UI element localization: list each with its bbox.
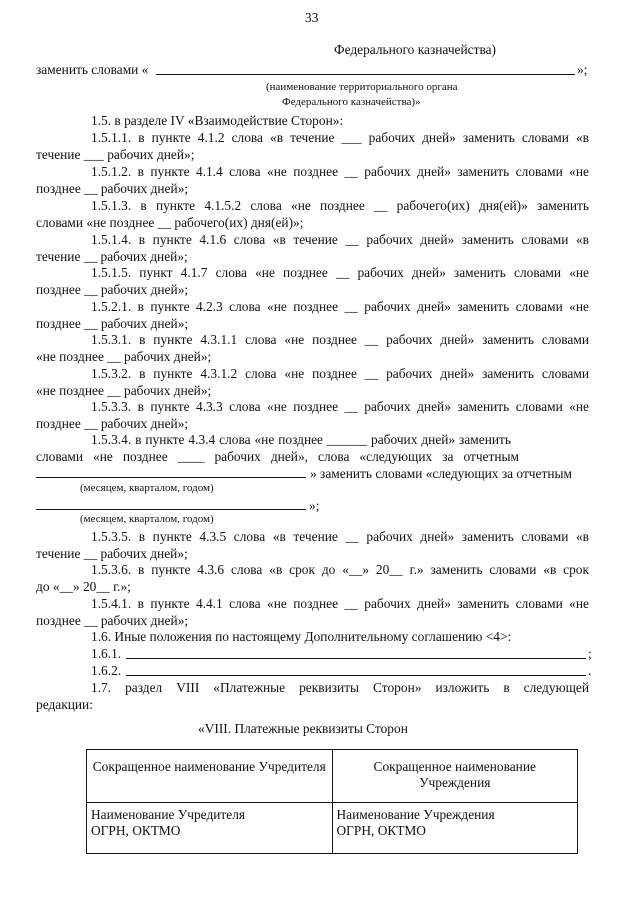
text-line: »; bbox=[577, 62, 588, 77]
text-line: 1.5.1.5. пункт 4.1.7 слова «не позднее __ рабочих дней» заменить словами «не bbox=[91, 265, 589, 280]
text-line: позднее __ рабочих дней»; bbox=[36, 316, 189, 331]
caption: (месяцем, кварталом, годом) bbox=[80, 513, 214, 525]
text-line: позднее __ рабочих дней»; bbox=[36, 613, 189, 628]
founder-ids: ОГРН, ОКТМО bbox=[91, 823, 181, 838]
text-line: 1.5.1.3. в пункте 4.1.5.2 слова «не позднее __ рабочего(их) дня(ей)» заменить bbox=[91, 198, 589, 213]
table-cell bbox=[87, 803, 333, 854]
text-line: «не позднее __ рабочих дней»; bbox=[36, 349, 212, 364]
text-line: 1.5.1.4. в пункте 4.1.6 слова «в течение __ рабочих дней» заменить словами «в bbox=[91, 232, 589, 247]
text-line: течение ___ рабочих дней»; bbox=[36, 147, 195, 162]
text-line: до «__» 20__ г.»; bbox=[36, 579, 131, 594]
page-number: 33 bbox=[305, 10, 319, 25]
text-line: редакции: bbox=[36, 697, 93, 712]
text-line: позднее __ рабочих дней»; bbox=[36, 416, 189, 431]
table-row bbox=[87, 803, 578, 854]
text-line: 1.5.3.5. в пункте 4.3.5 слова «в течение __ рабочих дней» заменить словами «в bbox=[91, 529, 589, 544]
table-row bbox=[87, 750, 578, 803]
requisites-table bbox=[86, 749, 578, 854]
text-line: «не позднее __ рабочих дней»; bbox=[36, 383, 212, 398]
text-line: 1.5.4.1. в пункте 4.4.1 слова «не позднее __ рабочих дней» заменить словами «не bbox=[91, 596, 589, 611]
text-line: 1.5. в разделе IV «Взаимодействие Сторон»: bbox=[91, 113, 344, 128]
fill-in-line bbox=[126, 675, 586, 676]
text-line: »; bbox=[309, 498, 320, 513]
fill-in-line bbox=[36, 509, 306, 510]
section-heading: «VIII. Платежные реквизиты Сторон bbox=[198, 721, 408, 736]
text-line: 1.5.3.1. в пункте 4.3.1.1 слова «не позднее __ рабочих дней» заменить словами bbox=[91, 332, 589, 347]
text-line: 1.5.2.1. в пункте 4.2.3 слова «не позднее __ рабочих дней» заменить словами «не bbox=[91, 299, 589, 314]
text-line: 1.6.1. bbox=[91, 646, 122, 661]
caption: (наименование территориального органа bbox=[266, 81, 458, 93]
text-line: Федерального казначейства) bbox=[334, 42, 497, 57]
text-line: позднее __ рабочих дней»; bbox=[36, 181, 189, 196]
fill-in-line bbox=[126, 658, 586, 659]
text-line: 1.5.3.4. в пункте 4.3.4 слова «не позднее ______ рабочих дней» заменить bbox=[91, 432, 511, 447]
fill-in-line bbox=[36, 477, 306, 478]
text-line: ; bbox=[588, 646, 592, 661]
table-cell bbox=[332, 803, 578, 854]
text-line: течение __ рабочих дней»; bbox=[36, 249, 188, 264]
institution-ids: ОГРН, ОКТМО bbox=[336, 823, 426, 838]
fill-in-line bbox=[156, 74, 575, 75]
table-header-cell: Сокращенное наименование Учредителя bbox=[87, 750, 333, 803]
text-line: заменить словами « bbox=[36, 62, 149, 77]
text-line: 1.6. Иные положения по настоящему Дополнительному соглашению <4>: bbox=[91, 629, 512, 644]
text-line: 1.5.1.1. в пункте 4.1.2 слова «в течение ___ рабочих дней» заменить словами «в bbox=[91, 130, 589, 145]
text-line: словами «не позднее __ рабочего(их) дня(ей)»; bbox=[36, 215, 304, 230]
text-line: словами «не позднее ____ рабочих дней», слова «следующих за отчетным bbox=[36, 449, 519, 464]
text-line: » заменить словами «следующих за отчетным bbox=[310, 466, 572, 481]
text-line: 1.5.1.2. в пункте 4.1.4 слова «не позднее __ рабочих дней» заменить словами «не bbox=[91, 164, 589, 179]
caption: Федерального казначейства)» bbox=[282, 96, 421, 108]
text-line: 1.5.3.2. в пункте 4.3.1.2 слова «не позднее __ рабочих дней» заменить словами bbox=[91, 366, 589, 381]
text-line: течение __ рабочих дней»; bbox=[36, 546, 188, 561]
text-line: 1.7. раздел VIII «Платежные реквизиты Сторон» изложить в следующей bbox=[91, 680, 589, 695]
text-line: 1.5.3.6. в пункте 4.3.6 слова «в срок до «__» 20__ г.» заменить словами «в срок bbox=[91, 562, 589, 577]
founder-name: Наименование Учредителя bbox=[91, 807, 246, 822]
text-line: позднее __ рабочих дней»; bbox=[36, 282, 189, 297]
text-line: 1.6.2. bbox=[91, 663, 122, 678]
text-line: 1.5.3.3. в пункте 4.3.3 слова «не позднее __ рабочих дней» заменить словами «не bbox=[91, 399, 589, 414]
table-header-cell: Сокращенное наименование Учреждения bbox=[332, 750, 578, 803]
caption: (месяцем, кварталом, годом) bbox=[80, 482, 214, 494]
text-line: . bbox=[588, 663, 592, 678]
institution-name: Наименование Учреждения bbox=[336, 807, 495, 822]
